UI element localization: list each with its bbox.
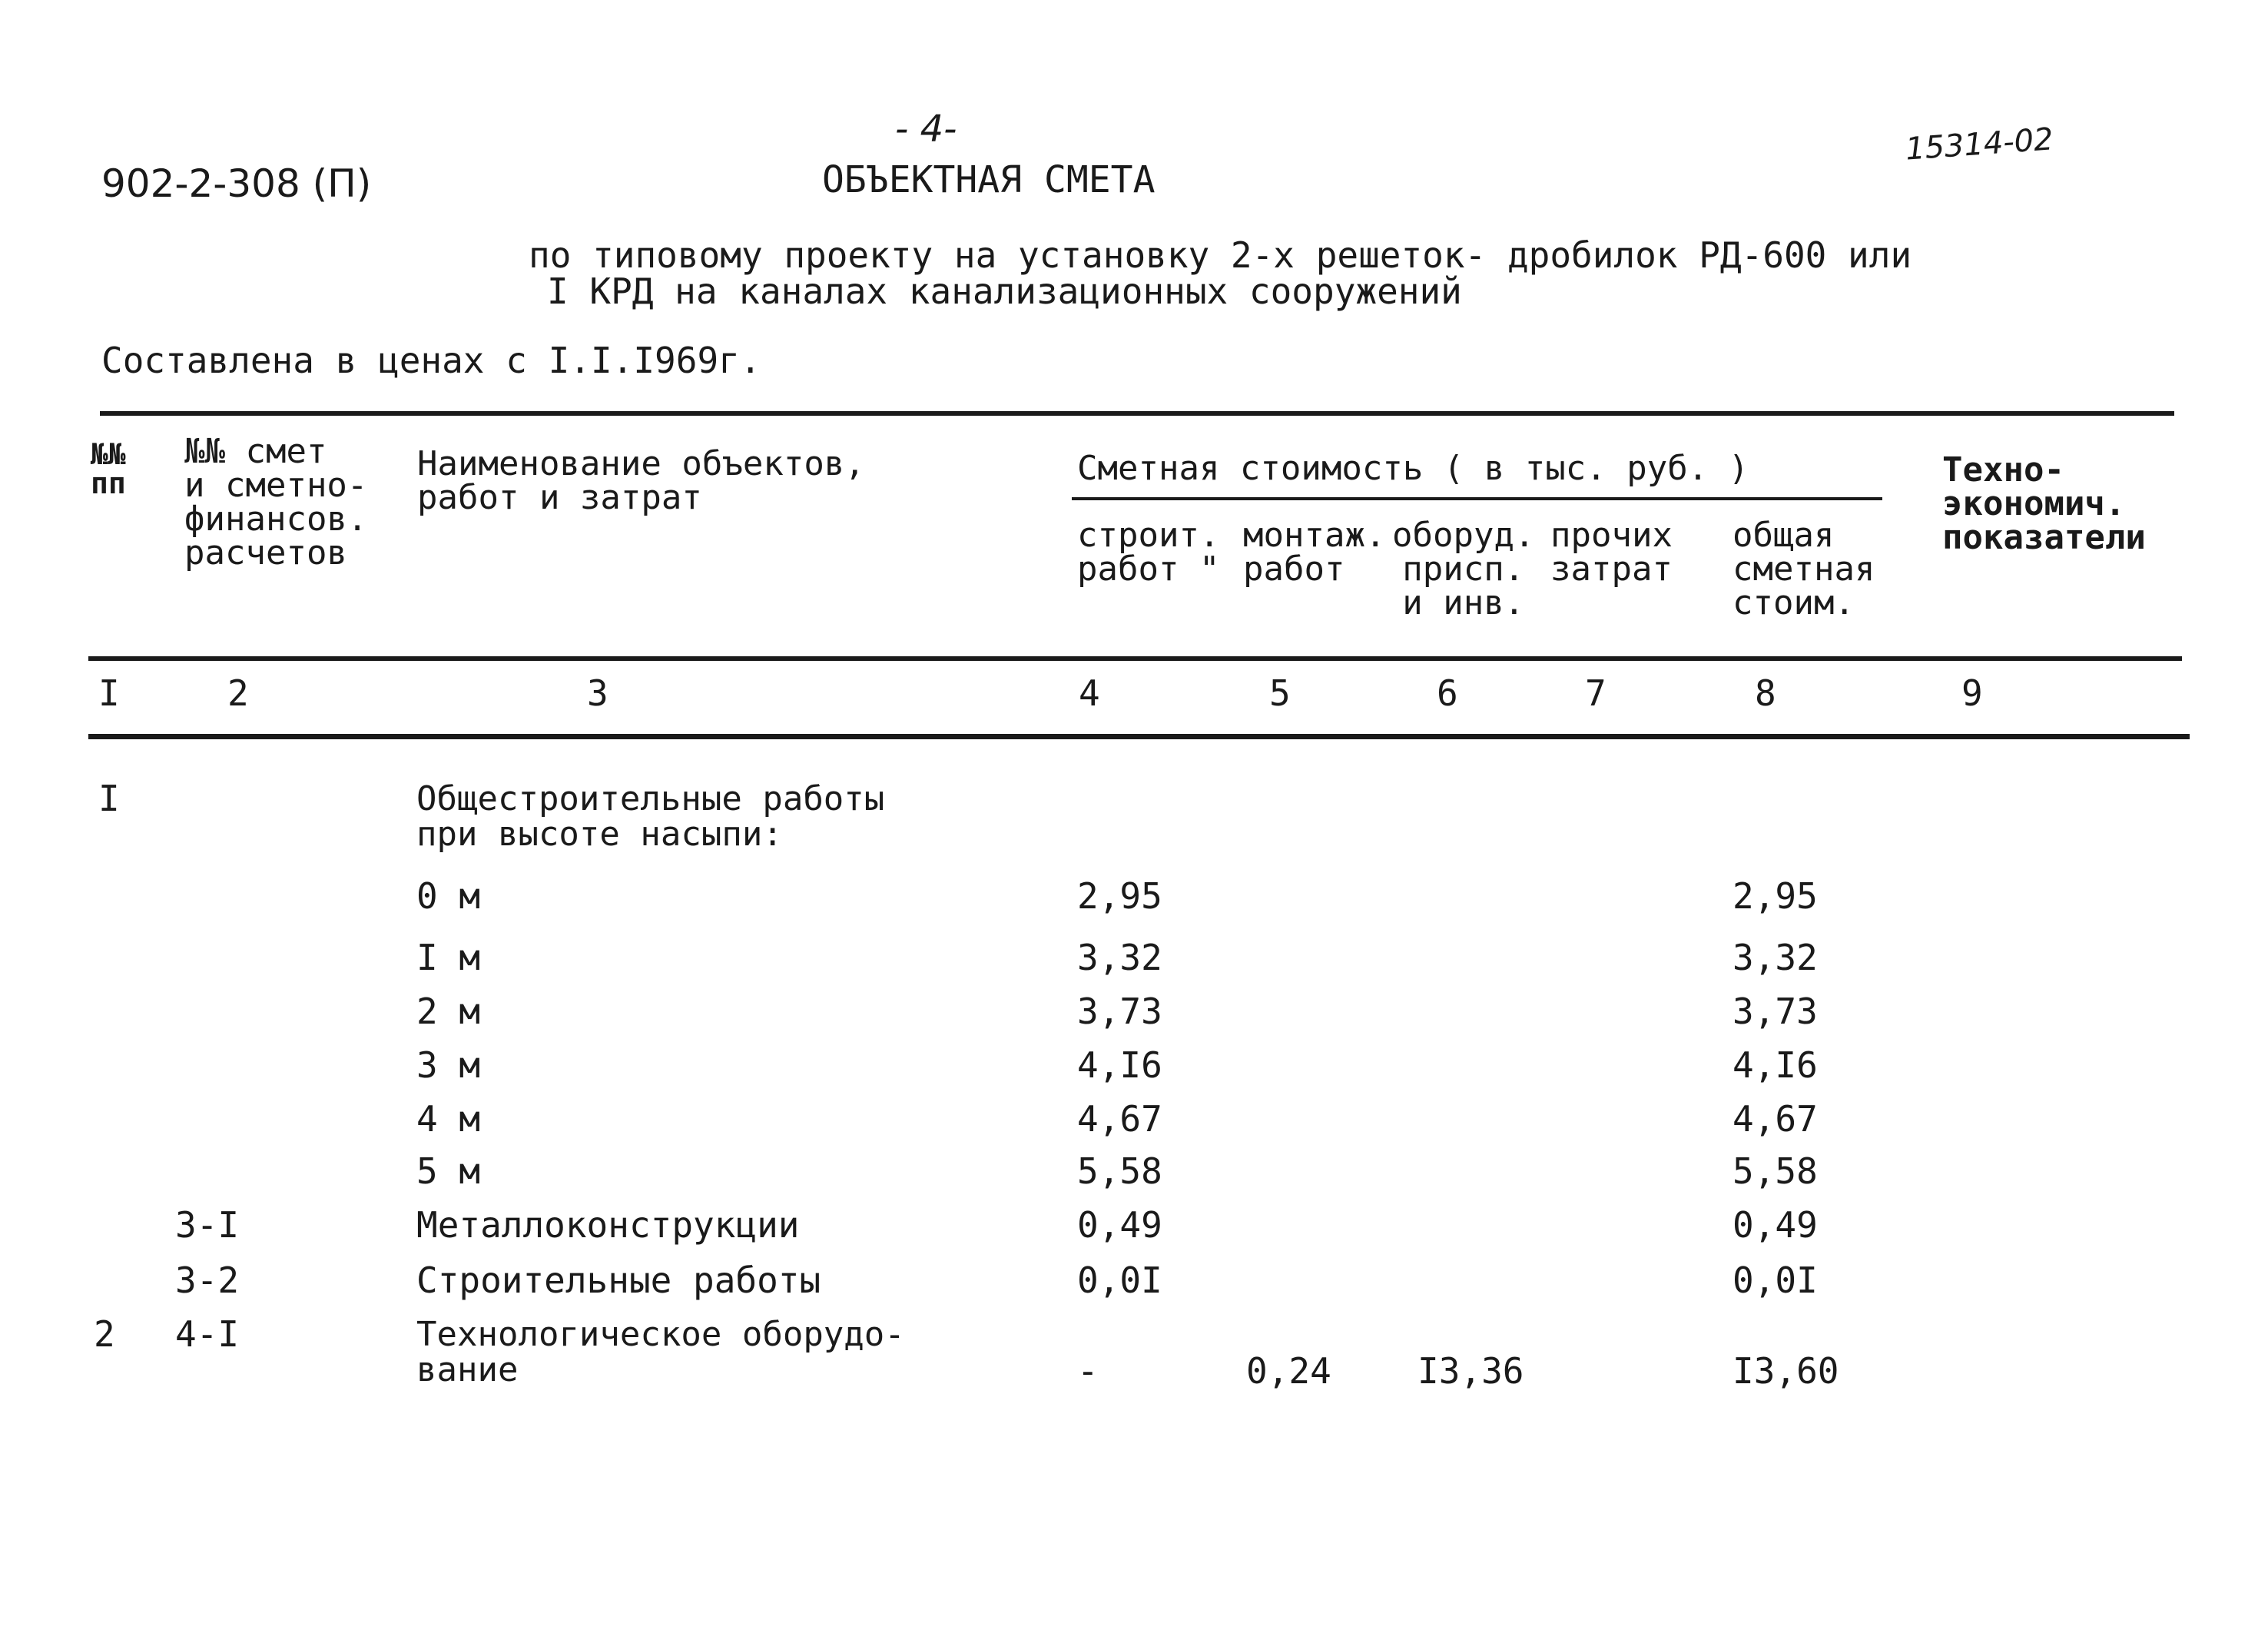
header-col6-line2: присп. — [1402, 549, 1525, 589]
header-col5-line2: работ — [1243, 549, 1345, 589]
header-col3-line2: работ и затрат — [417, 478, 702, 517]
row-total-cost: 2,95 — [1732, 875, 1818, 917]
compiled-date: Составлена в ценах с I.I.I969г. — [101, 340, 761, 381]
header-col2-line2: и сметно- — [184, 466, 368, 505]
row-construction-cost: 4,67 — [1077, 1098, 1162, 1140]
header-col9 — [1942, 450, 2146, 557]
row-construction-cost: - — [1077, 1350, 1099, 1392]
header-col1-line2: пп — [91, 466, 126, 500]
row-name: 4 м — [416, 1098, 481, 1140]
header-col1 — [91, 437, 126, 500]
row-name: Металлоконструкции — [416, 1204, 800, 1246]
row-name — [416, 1317, 905, 1388]
header-col3 — [417, 444, 865, 517]
header-bottom-rule — [88, 656, 2182, 661]
column-number: 3 — [587, 672, 608, 714]
column-numbers-rule — [88, 734, 2190, 739]
column-number: I — [98, 672, 120, 714]
header-col7-line2: затрат — [1550, 549, 1673, 589]
row-construction-cost: 4,I6 — [1077, 1044, 1162, 1086]
row-name-line1: Общестроительные работы — [416, 779, 885, 818]
row-name: 2 м — [416, 991, 481, 1032]
row-estimate-ref: 3-I — [175, 1204, 240, 1246]
row-number: 2 — [94, 1313, 115, 1355]
header-col2-line1: №№ смет — [184, 432, 327, 471]
row-total-cost: I3,60 — [1732, 1350, 1839, 1392]
row-construction-cost: 0,49 — [1077, 1204, 1162, 1246]
column-number: 7 — [1585, 672, 1606, 714]
header-col5-line1: монтаж. — [1243, 516, 1386, 555]
row-name: I м — [416, 937, 481, 978]
header-col9-line2: экономич. — [1942, 484, 2126, 523]
row-construction-cost: 5,58 — [1077, 1150, 1162, 1192]
header-col2-line4: расчетов — [184, 533, 347, 573]
header-col8 — [1732, 516, 1875, 622]
row-name: Строительные работы — [416, 1260, 821, 1301]
row-name: 0 м — [416, 875, 481, 917]
header-col1-line1: №№ — [91, 437, 126, 471]
row-total-cost: 4,I6 — [1732, 1044, 1818, 1086]
header-col3-line1: Наименование объектов, — [417, 444, 865, 483]
row-construction-cost: 2,95 — [1077, 875, 1162, 917]
cost-group-rule — [1072, 497, 1882, 500]
row-total-cost: 4,67 — [1732, 1098, 1818, 1140]
column-number: 2 — [227, 672, 249, 714]
header-col4-line1: строит. — [1077, 516, 1220, 555]
row-estimate-ref: 4-I — [175, 1313, 240, 1355]
row-name-line1: Технологическое оборудо- — [416, 1315, 905, 1354]
row-name — [416, 779, 885, 854]
row-total-cost: 3,73 — [1732, 991, 1818, 1032]
row-estimate-ref: 3-2 — [175, 1260, 240, 1301]
subtitle-line-2: I КРД на каналах канализационных сооружений — [547, 271, 1462, 312]
table-top-rule — [100, 411, 2174, 416]
row-number: I — [98, 778, 120, 819]
archive-stamp: 15314-02 — [1904, 121, 2054, 168]
column-number: 5 — [1269, 672, 1291, 714]
header-col4-line2: работ " — [1077, 549, 1220, 589]
document-title: ОБЪЕКТНАЯ СМЕТА — [822, 158, 1156, 201]
header-col6 — [1392, 516, 1535, 622]
header-col9-line3: показатели — [1942, 518, 2146, 557]
column-number: 4 — [1079, 672, 1100, 714]
document-code: 902-2-308 (П) — [101, 161, 372, 206]
column-number: 9 — [1961, 672, 1983, 714]
header-col7 — [1550, 516, 1673, 589]
header-col4 — [1077, 516, 1220, 589]
header-col6-line1: оборуд. — [1392, 516, 1535, 555]
header-col8-line1: общая — [1732, 516, 1835, 555]
row-total-cost: 3,32 — [1732, 937, 1818, 978]
row-construction-cost: 3,32 — [1077, 937, 1162, 978]
row-installation-cost: 0,24 — [1246, 1350, 1331, 1392]
header-col8-line2: сметная — [1732, 549, 1875, 589]
row-name: 5 м — [416, 1150, 481, 1192]
row-construction-cost: 0,0I — [1077, 1260, 1162, 1301]
header-col9-line1: Техно- — [1942, 450, 2064, 490]
header-col2-line3: финансов. — [184, 500, 368, 539]
header-col7-line1: прочих — [1550, 516, 1673, 555]
row-total-cost: 0,49 — [1732, 1204, 1818, 1246]
header-col2 — [184, 432, 368, 573]
column-number: 8 — [1755, 672, 1776, 714]
row-equipment-cost: I3,36 — [1418, 1350, 1524, 1392]
row-construction-cost: 3,73 — [1077, 991, 1162, 1032]
page-number: - 4- — [895, 108, 957, 151]
row-name: 3 м — [416, 1044, 481, 1086]
subtitle-line-1: по типовому проекту на установку 2-х решеток- дробилок РД-600 или — [529, 234, 1912, 276]
header-cost-group: Сметная стоимость ( в тыс. руб. ) — [1077, 449, 1749, 488]
row-total-cost: 0,0I — [1732, 1260, 1818, 1301]
column-number: 6 — [1437, 672, 1458, 714]
row-total-cost: 5,58 — [1732, 1150, 1818, 1192]
row-name-line2: при высоте насыпи: — [416, 815, 783, 854]
header-col5 — [1243, 516, 1386, 589]
header-col8-line3: стоим. — [1732, 583, 1855, 622]
row-name-line2: вание — [416, 1350, 519, 1389]
header-col6-line3: и инв. — [1402, 583, 1525, 622]
